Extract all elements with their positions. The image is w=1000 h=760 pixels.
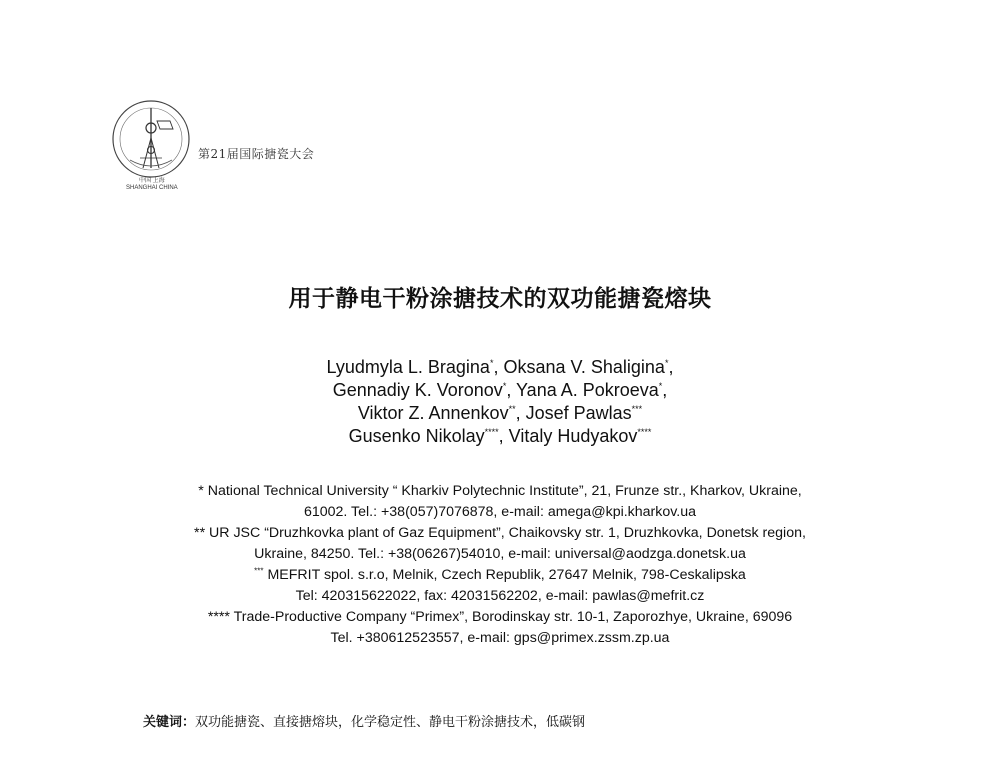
keywords-text: 双功能搪瓷、直接搪熔块，化学稳定性、静电干粉涂搪技术，低碳钢 <box>195 715 586 730</box>
congress-logo-icon <box>110 98 192 180</box>
keywords <box>143 711 585 730</box>
author-name: Viktor Z. Annenkov <box>357 403 509 423</box>
conference-header <box>110 98 350 194</box>
author-name: Gennadiy K. Voronov <box>332 380 503 400</box>
affiliation-line: *** MEFRIT spol. s.r.o, Melnik, Czech Republik, 27647 Melnik, 798-Ceskalipska <box>254 566 746 583</box>
author-mark: ** <box>508 404 516 414</box>
author-mark: * <box>489 358 494 368</box>
author-mark: **** <box>484 427 499 437</box>
author-mark: * <box>658 381 663 391</box>
affiliation-mark: *** <box>254 566 264 576</box>
author-line: Viktor Z. Annenkov**, Josef Pawlas*** <box>357 403 643 423</box>
keywords-label: 关键词： <box>143 715 196 730</box>
affiliation-mark: **** <box>207 609 234 625</box>
author-mark: * <box>502 381 507 391</box>
author-line: Gennadiy K. Voronov*, Yana A. Pokroeva*, <box>332 380 668 400</box>
author-name: Oksana V. Shaligina <box>503 357 665 377</box>
conference-name: 第21届国际搪瓷大会 <box>198 147 315 161</box>
affiliation-line: Tel: 420315622022, fax: 42031562202, e-mail: pawlas@mefrit.cz <box>295 588 705 604</box>
affiliation-mark: * <box>198 483 208 499</box>
author-list <box>0 356 1000 448</box>
affiliation-list <box>90 481 910 649</box>
affiliation-line: Ukraine, 84250. Tel.: +38(06267)54010, e-mail: universal@aodzga.donetsk.ua <box>254 546 746 562</box>
author-name: Vitaly Hudyakov <box>508 426 638 446</box>
affiliation-line: **** Trade-Productive Company “Primex”, Borodinskay str. 10-1, Zaporozhye, Ukraine, 69096 <box>207 609 793 625</box>
paper-title: 用于静电干粉涂搪技术的双功能搪瓷熔块 <box>288 285 712 312</box>
logo-caption: 中国 上海 SHANGHAI CHINA <box>126 178 178 191</box>
author-name: Lyudmyla L. Bragina <box>326 357 490 377</box>
affiliation-line: * National Technical University “ Kharkiv Polytechnic Institute”, 21, Frunze str., Kharkov, Ukraine, <box>198 483 802 499</box>
author-name: Yana A. Pokroeva <box>516 380 659 400</box>
author-line: Gusenko Nikolay****, Vitaly Hudyakov**** <box>348 426 652 446</box>
affiliation-line: 61002. Tel.: +38(057)7076878, e-mail: amega@kpi.kharkov.ua <box>303 504 697 520</box>
author-name: Josef Pawlas <box>525 403 632 423</box>
author-line: Lyudmyla L. Bragina*, Oksana V. Shaligina*, <box>326 357 674 377</box>
author-mark: * <box>664 358 669 368</box>
affiliation-mark: ** <box>194 525 210 541</box>
affiliation-line: ** UR JSC “Druzhkovka plant of Gaz Equipment”, Chaikovsky str. 1, Druzhkovka, Donetsk region, <box>194 525 806 541</box>
author-name: Gusenko Nikolay <box>348 426 485 446</box>
affiliation-line: Tel. +380612523557, e-mail: gps@primex.zssm.zp.ua <box>330 630 670 646</box>
author-mark: **** <box>637 427 652 437</box>
author-mark: *** <box>631 404 643 414</box>
